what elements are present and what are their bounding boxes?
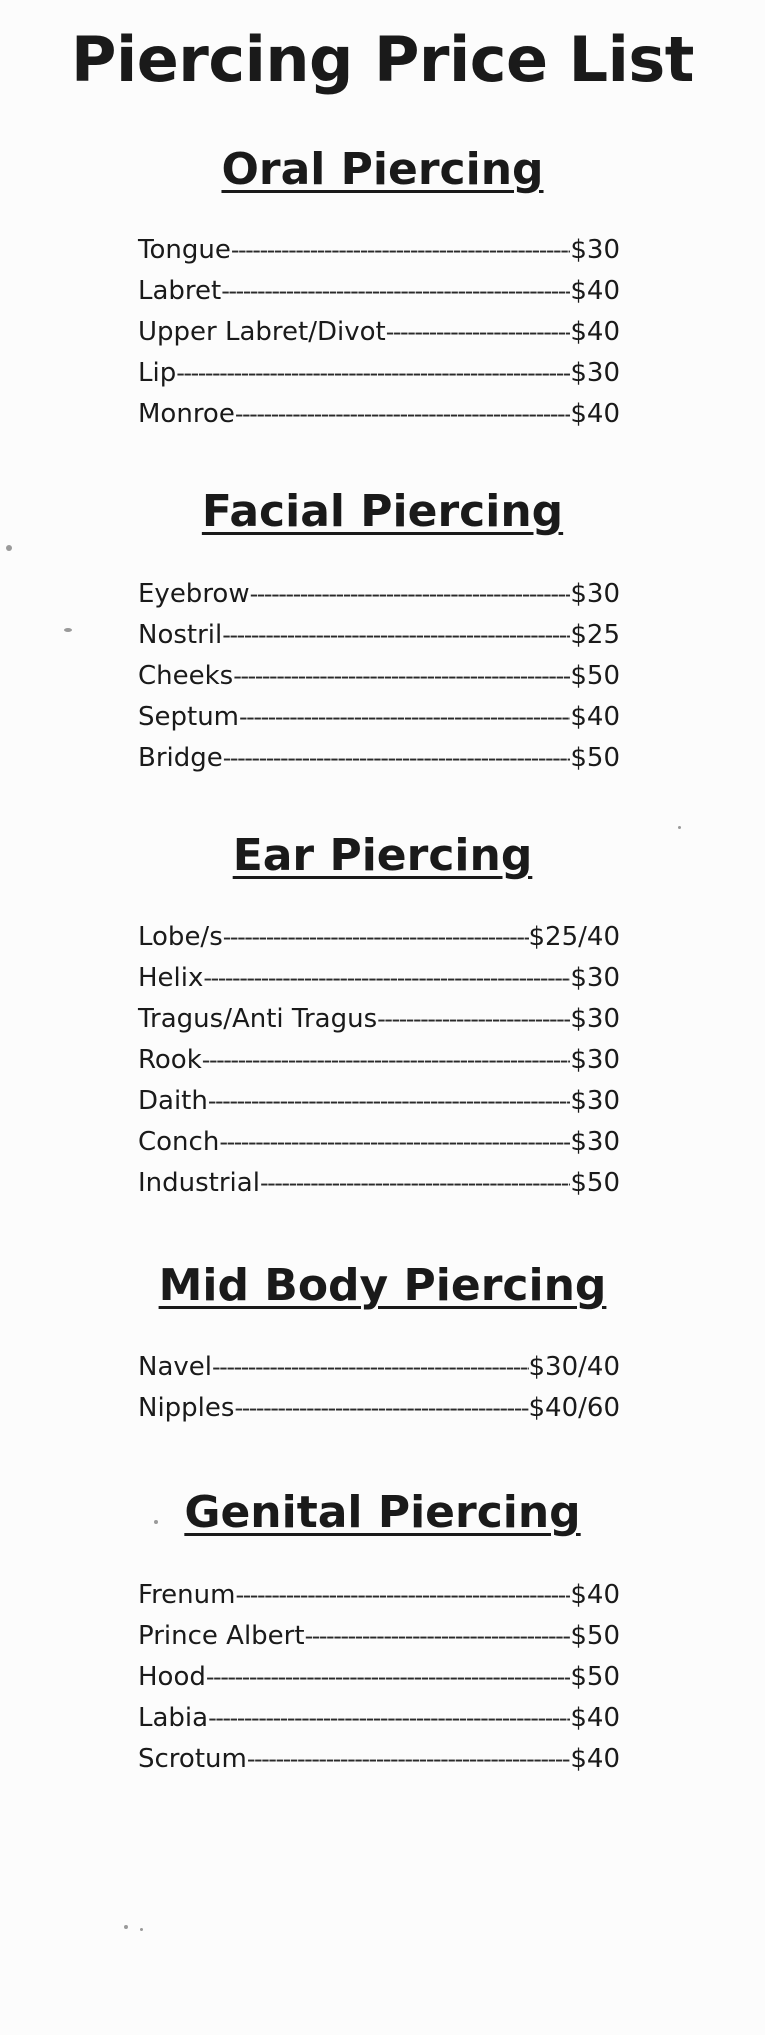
dot-leader bbox=[260, 1163, 570, 1204]
section-genital bbox=[0, 1485, 765, 1541]
dot-leader bbox=[208, 1698, 570, 1739]
list-item bbox=[138, 656, 620, 697]
item-name: Industrial bbox=[138, 1168, 260, 1198]
item-price: $30 bbox=[570, 1127, 620, 1157]
item-price: $50 bbox=[570, 661, 620, 691]
item-name: Daith bbox=[138, 1086, 208, 1116]
list-item bbox=[138, 1081, 620, 1122]
item-price: $25 bbox=[570, 620, 620, 650]
facial-item-list bbox=[138, 574, 620, 779]
item-price: $40 bbox=[570, 317, 620, 347]
item-price: $30/40 bbox=[528, 1352, 620, 1382]
item-price: $40 bbox=[570, 702, 620, 732]
item-price: $30 bbox=[570, 579, 620, 609]
item-name: Eyebrow bbox=[138, 579, 250, 609]
list-item bbox=[138, 1388, 620, 1429]
item-price: $40 bbox=[570, 1703, 620, 1733]
list-item bbox=[138, 394, 620, 435]
dot-leader bbox=[235, 1575, 570, 1616]
list-item bbox=[138, 1575, 620, 1616]
item-name: Frenum bbox=[138, 1580, 236, 1610]
dot-leader bbox=[231, 230, 571, 271]
item-price: $50 bbox=[570, 1621, 620, 1651]
list-item bbox=[138, 312, 620, 353]
dot-leader bbox=[305, 1616, 571, 1657]
scan-speck bbox=[6, 545, 12, 551]
item-price: $30 bbox=[570, 358, 620, 388]
scan-speck bbox=[124, 1925, 128, 1929]
item-price: $25/40 bbox=[528, 922, 620, 952]
item-name: Helix bbox=[138, 963, 204, 993]
dot-leader bbox=[234, 1388, 528, 1429]
item-name: Conch bbox=[138, 1127, 220, 1157]
list-item bbox=[138, 1657, 620, 1698]
dot-leader bbox=[247, 1739, 571, 1780]
list-item bbox=[138, 1122, 620, 1163]
dot-leader bbox=[235, 394, 571, 435]
list-item bbox=[138, 1163, 620, 1204]
list-item bbox=[138, 917, 620, 958]
item-name: Lip bbox=[138, 358, 177, 388]
item-name: Navel bbox=[138, 1352, 212, 1382]
dot-leader bbox=[377, 999, 570, 1040]
dot-leader bbox=[203, 958, 570, 999]
scan-speck bbox=[64, 628, 72, 632]
dot-leader bbox=[221, 271, 570, 312]
scan-speck bbox=[154, 1520, 158, 1524]
item-name: Nostril bbox=[138, 620, 223, 650]
dot-leader bbox=[219, 1122, 570, 1163]
item-price: $50 bbox=[570, 1662, 620, 1692]
section-ear bbox=[0, 828, 765, 884]
list-item bbox=[138, 697, 620, 738]
list-item bbox=[138, 271, 620, 312]
item-name: Labia bbox=[138, 1703, 209, 1733]
item-name: Septum bbox=[138, 702, 240, 732]
item-name: Nipples bbox=[138, 1393, 235, 1423]
list-item bbox=[138, 1347, 620, 1388]
item-name: Scrotum bbox=[138, 1744, 247, 1774]
item-price: $30 bbox=[570, 235, 620, 265]
item-price: $30 bbox=[570, 1004, 620, 1034]
list-item bbox=[138, 958, 620, 999]
list-item bbox=[138, 1698, 620, 1739]
list-item bbox=[138, 738, 620, 779]
section-heading: Ear Piercing bbox=[232, 830, 533, 881]
list-item bbox=[138, 1739, 620, 1780]
oral-item-list bbox=[138, 230, 620, 435]
dot-leader bbox=[222, 615, 570, 656]
section-heading: Genital Piercing bbox=[184, 1487, 581, 1538]
item-name: Prince Albert bbox=[138, 1621, 305, 1651]
dot-leader bbox=[239, 697, 570, 738]
section-facial bbox=[0, 484, 765, 540]
item-price: $40 bbox=[570, 1744, 620, 1774]
item-price: $40 bbox=[570, 399, 620, 429]
item-price: $30 bbox=[570, 1086, 620, 1116]
page-title: Piercing Price List bbox=[71, 23, 694, 96]
list-item bbox=[138, 1616, 620, 1657]
dot-leader bbox=[206, 1657, 570, 1698]
item-price: $30 bbox=[570, 963, 620, 993]
item-price: $40 bbox=[570, 1580, 620, 1610]
scan-speck bbox=[140, 1928, 143, 1931]
item-price: $30 bbox=[570, 1045, 620, 1075]
section-heading: Mid Body Piercing bbox=[158, 1260, 607, 1311]
dot-leader bbox=[386, 312, 571, 353]
item-name: Cheeks bbox=[138, 661, 234, 691]
list-item bbox=[138, 1040, 620, 1081]
dot-leader bbox=[223, 917, 529, 958]
item-name: Labret bbox=[138, 276, 222, 306]
item-name: Monroe bbox=[138, 399, 235, 429]
section-heading: Oral Piercing bbox=[221, 144, 544, 195]
dot-leader bbox=[223, 738, 571, 779]
item-name: Rook bbox=[138, 1045, 202, 1075]
list-item bbox=[138, 230, 620, 271]
section-heading: Facial Piercing bbox=[201, 486, 564, 537]
ear-item-list bbox=[138, 917, 620, 1204]
section-oral bbox=[0, 142, 765, 198]
dot-leader bbox=[250, 574, 571, 615]
item-name: Bridge bbox=[138, 743, 223, 773]
dot-leader bbox=[208, 1081, 571, 1122]
list-item bbox=[138, 353, 620, 394]
genital-item-list bbox=[138, 1575, 620, 1780]
dot-leader bbox=[202, 1040, 571, 1081]
scan-speck bbox=[678, 826, 681, 829]
list-item bbox=[138, 574, 620, 615]
item-name: Tragus/Anti Tragus bbox=[138, 1004, 378, 1034]
item-price: $50 bbox=[570, 1168, 620, 1198]
item-name: Upper Labret/Divot bbox=[138, 317, 386, 347]
section-mid-body bbox=[0, 1258, 765, 1314]
list-item bbox=[138, 615, 620, 656]
dot-leader bbox=[233, 656, 570, 697]
list-item bbox=[138, 999, 620, 1040]
dot-leader bbox=[212, 1347, 529, 1388]
item-name: Lobe/s bbox=[138, 922, 223, 952]
item-price: $50 bbox=[570, 743, 620, 773]
mid-body-item-list bbox=[138, 1347, 620, 1429]
item-name: Tongue bbox=[138, 235, 231, 265]
item-price: $40/60 bbox=[528, 1393, 620, 1423]
item-name: Hood bbox=[138, 1662, 206, 1692]
item-price: $40 bbox=[570, 276, 620, 306]
dot-leader bbox=[176, 353, 570, 394]
